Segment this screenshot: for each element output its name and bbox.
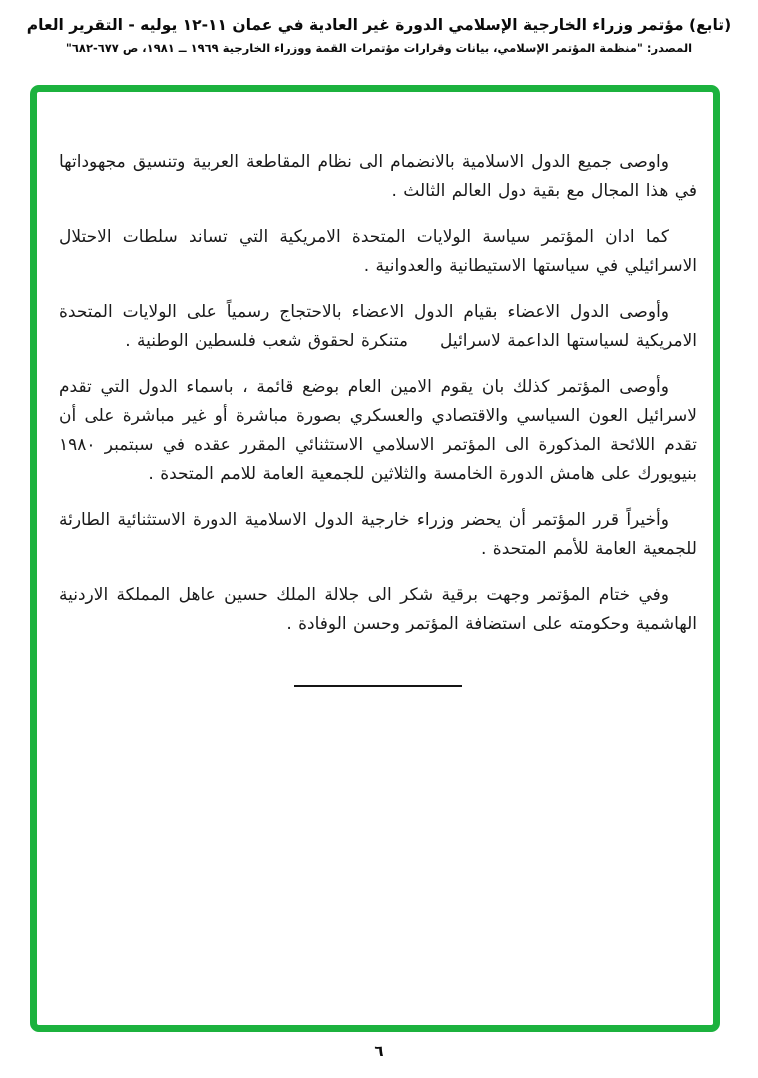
paragraph-boycott-recommendation: واوصى جميع الدول الاسلامية بالانضمام الى نظام المقاطعة العربية وتنسيق مجهوداتها في هذا المجال مع بقية دول العالم الثالث . (59, 152, 697, 201)
document-body (59, 148, 697, 687)
paragraph-official-protest-recommendation: وأوصى الدول الاعضاء بقيام الدول الاعضاء بالاحتجاج رسمياً على الولايات المتحدة الامريكية لسياستها الداعمة لاسرائيل متنكرة لحقوق شعب فلسطين الوطنية . (59, 302, 697, 351)
section-divider-line (294, 685, 462, 687)
document-source-line: المصدر: "منظمة المؤتمر الإسلامي، بيانات وقرارات مؤتمرات القمة ووزراء الخارجية ١٩٦٩ ــ ١٩٨١، ص ٦٧٧-٦٨٢" (65, 41, 693, 56)
document-title: (تابع) مؤتمر وزراء الخارجية الإسلامي الدورة غير العادية في عمان ١١-١٢ يوليه - التقرير العام (26, 16, 732, 34)
paragraph-secretary-general-list: وأوصى المؤتمر كذلك بان يقوم الامين العام بوضع قائمة ، باسماء الدول التي تقدم لاسرائيل العون السياسي والاقتصادي والعسكري بصورة مباشرة أو غير مباشرة على أن تقدم اللائحة المذكورة الى المؤتمر الاسلامي الاستثنائي المقرر عقده في سبتمبر ١٩٨٠ بنيويورك على هامش الدورة الخامسة والثلاثين للجمعية العامة للامم المتحدة . (59, 377, 697, 484)
document-header (0, 14, 758, 55)
paragraph-thanks-telegram: وفي ختام المؤتمر وجهت برقية شكر الى جلالة الملك حسين عاهل المملكة الاردنية الهاشمية وحكومته على استضافة المؤتمر وحسن الوفادة . (59, 585, 697, 634)
page-number: ٦ (374, 1042, 384, 1060)
paragraph-us-policy-condemnation: كما ادان المؤتمر سياسة الولايات المتحدة الامريكية التي تساند سلطات الاحتلال الاسرائيلي في سياستها الاستيطانية والعدوانية . (59, 227, 697, 276)
paragraph-emergency-session-decision: وأخيراً قرر المؤتمر أن يحضر وزراء خارجية الدول الاسلامية الدورة الاستثنائية الطارئة للجمعية العامة للأمم المتحدة . (59, 510, 697, 559)
green-border-frame (30, 85, 720, 1032)
